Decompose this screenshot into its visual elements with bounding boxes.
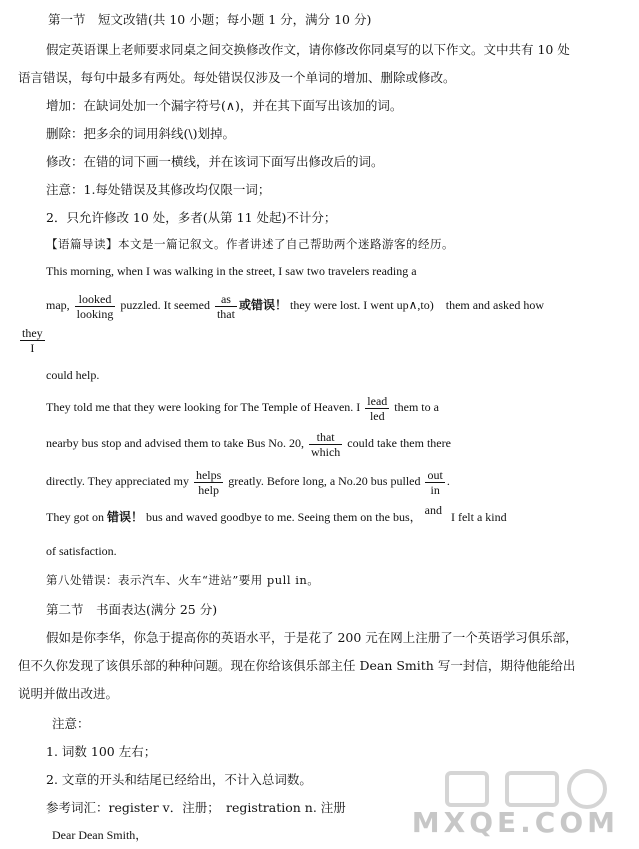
passage-text: map, bbox=[46, 298, 70, 312]
section2-body-2: 但不久你发现了该俱乐部的种种问题。现在你给该俱乐部主任 Dean Smith 写一封信，期待他能给出 bbox=[18, 658, 576, 673]
wrong-word: out bbox=[427, 467, 443, 482]
passage-text: they were lost. I went up∧,to) them and asked how bbox=[289, 298, 545, 312]
vocab-reference: 参考词汇：register v．注册； registration n. 注册 bbox=[46, 800, 346, 815]
passage-line-2 bbox=[46, 290, 544, 321]
corrected-word: led bbox=[369, 408, 385, 423]
section2-body-1: 假如是你李华，你急于提高你的英语水平，于是花了 200 元在网上注册了一个英语学习俱乐部， bbox=[46, 630, 578, 645]
insertion-and: and bbox=[424, 503, 442, 517]
wrong-word: as bbox=[215, 292, 237, 307]
wrong-word: helps bbox=[195, 467, 222, 482]
note-2: 2．只允许修改 10 处，多者(从第 11 处起)不计分； bbox=[46, 210, 337, 225]
notice-1: 1. 词数 100 左右； bbox=[46, 744, 157, 759]
instruction-modify: 修改：在错的词下画一横线，并在该词下面写出修改后的词。 bbox=[46, 154, 384, 169]
corrected-word: in bbox=[430, 482, 440, 497]
correction-lead bbox=[365, 394, 389, 423]
corrected-word: help bbox=[198, 482, 219, 497]
passage-text: I felt a kind bbox=[450, 510, 507, 524]
section2-body-3: 说明并做出改进。 bbox=[18, 686, 119, 701]
notice-label: 注意： bbox=[52, 716, 90, 731]
wrong-word: looked bbox=[75, 292, 116, 307]
correction-they-frac bbox=[20, 326, 45, 355]
passage-text: bus and waved goodbye to me. Seeing them on the bus， bbox=[146, 510, 422, 524]
wrong-word: that bbox=[309, 430, 342, 445]
passage-line-7 bbox=[46, 503, 507, 525]
passage-text: greatly. Before long, a No.20 bus pulled bbox=[228, 474, 421, 488]
passage-line-5 bbox=[46, 428, 451, 459]
intro-line-2: 语言错误，每句中最多有两处。每处错误仅涉及一个单词的增加、删除或修改。 bbox=[18, 70, 456, 85]
passage-text: They got on bbox=[46, 510, 104, 524]
eighth-error-note: 第八处错误：表示汽车、火车“进站”要用 pull in。 bbox=[46, 573, 320, 587]
passage-line-4 bbox=[46, 392, 439, 423]
corrected-word: looking bbox=[76, 306, 114, 321]
passage-text: could take them there bbox=[347, 436, 451, 450]
section1-title: 第一节 短文改错(共 10 小题；每小题 1 分，满分 10 分) bbox=[48, 12, 372, 27]
passage-line-6 bbox=[46, 466, 450, 497]
passage-text: them to a bbox=[394, 400, 439, 414]
passage-text: nearby bus stop and advised them to take Bus No. 20, bbox=[46, 436, 304, 450]
passage-text: . bbox=[446, 474, 450, 488]
wrong-word: they bbox=[22, 326, 43, 340]
instruction-delete: 删除：把多余的词用斜线(\)划掉。 bbox=[46, 126, 235, 141]
error-mark: 或错误！ bbox=[238, 298, 287, 312]
correction-that bbox=[309, 430, 342, 459]
passage-line-8: of satisfaction. bbox=[46, 544, 117, 558]
watermark-text: MXQE.COM bbox=[411, 806, 619, 839]
corrected-word: I bbox=[30, 341, 35, 355]
instruction-add: 增加：在缺词处加一个漏字符号(∧)，并在其下面写出该加的词。 bbox=[46, 98, 403, 113]
corrected-word: which bbox=[310, 444, 341, 459]
section2-title: 第二节 书面表达(满分 25 分) bbox=[46, 602, 218, 617]
passage-guide: 【语篇导读】本文是一篇记叙文。作者讲述了自己帮助两个迷路游客的经历。 bbox=[46, 237, 454, 251]
passage-text: puzzled. It seemed bbox=[120, 298, 210, 312]
passage-text: They told me that they were looking for The Temple of Heaven. I bbox=[46, 400, 361, 414]
correction-helps bbox=[194, 468, 223, 497]
passage-text: directly. They appreciated my bbox=[46, 474, 189, 488]
correction-they bbox=[18, 326, 47, 355]
correction-out bbox=[425, 468, 444, 497]
notice-2: 2. 文章的开头和结尾已经给出，不计入总词数。 bbox=[46, 772, 312, 787]
corrected-word: that bbox=[216, 306, 235, 321]
letter-greeting: Dear Dean Smith， bbox=[52, 828, 148, 842]
error-mark: 错误！ bbox=[107, 510, 144, 524]
passage-line-3: could help. bbox=[46, 368, 100, 382]
intro-line-1: 假定英语课上老师要求同桌之间交换修改作文，请你修改你同桌写的以下作文。文中共有 10 处 bbox=[46, 42, 570, 57]
correction-looked bbox=[75, 292, 116, 321]
correction-as bbox=[215, 292, 237, 321]
note-1: 注意：1.每处错误及其修改均仅限一词； bbox=[46, 182, 271, 197]
wrong-word: lead bbox=[367, 393, 388, 408]
passage-line-1: This morning, when I was walking in the street, I saw two travelers reading a bbox=[46, 264, 417, 278]
